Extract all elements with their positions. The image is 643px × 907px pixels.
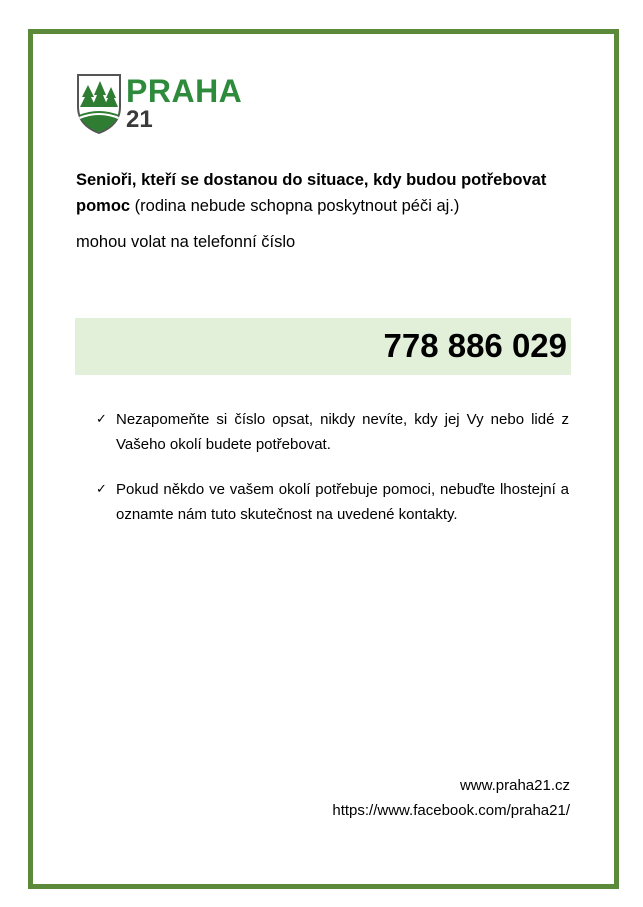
intro-bold-text: Senioři, kteří se dostanou do situace, kdy budou potřebovat pomoc: [76, 171, 547, 215]
coat-of-arms-icon: [76, 73, 122, 135]
bullet-text: Nezapomeňte si číslo opsat, nikdy nevíte, kdy jej Vy nebo lidé z Vašeho okolí budete potřebovat.: [116, 411, 569, 453]
praha21-logo: [76, 73, 246, 135]
bullet-text: Pokud někdo ve vašem okolí potřebuje pomoci, nebuďte lhostejní a oznamte nám tuto skutečnost na uvedené kontakty.: [116, 481, 569, 523]
phone-highlight-box: [75, 318, 571, 375]
bullet-item: [96, 407, 569, 457]
intro-paragraph: [76, 167, 576, 219]
logo-number: 21: [126, 106, 153, 133]
facebook-link[interactable]: https://www.facebook.com/praha21/: [332, 802, 570, 819]
logo-title: PRAHA: [126, 73, 243, 109]
phone-number: 778 886 029: [383, 327, 567, 364]
checkmark-icon: ✓: [96, 482, 107, 497]
call-text: mohou volat na telefonní číslo: [76, 233, 296, 251]
page-border: [28, 29, 619, 889]
bullet-item: [96, 477, 569, 527]
intro-normal-text: (rodina nebude schopna poskytnout péči aj.): [130, 197, 460, 215]
contact-links: [332, 773, 570, 823]
checkmark-icon: ✓: [96, 412, 107, 427]
website-link[interactable]: www.praha21.cz: [459, 777, 570, 794]
